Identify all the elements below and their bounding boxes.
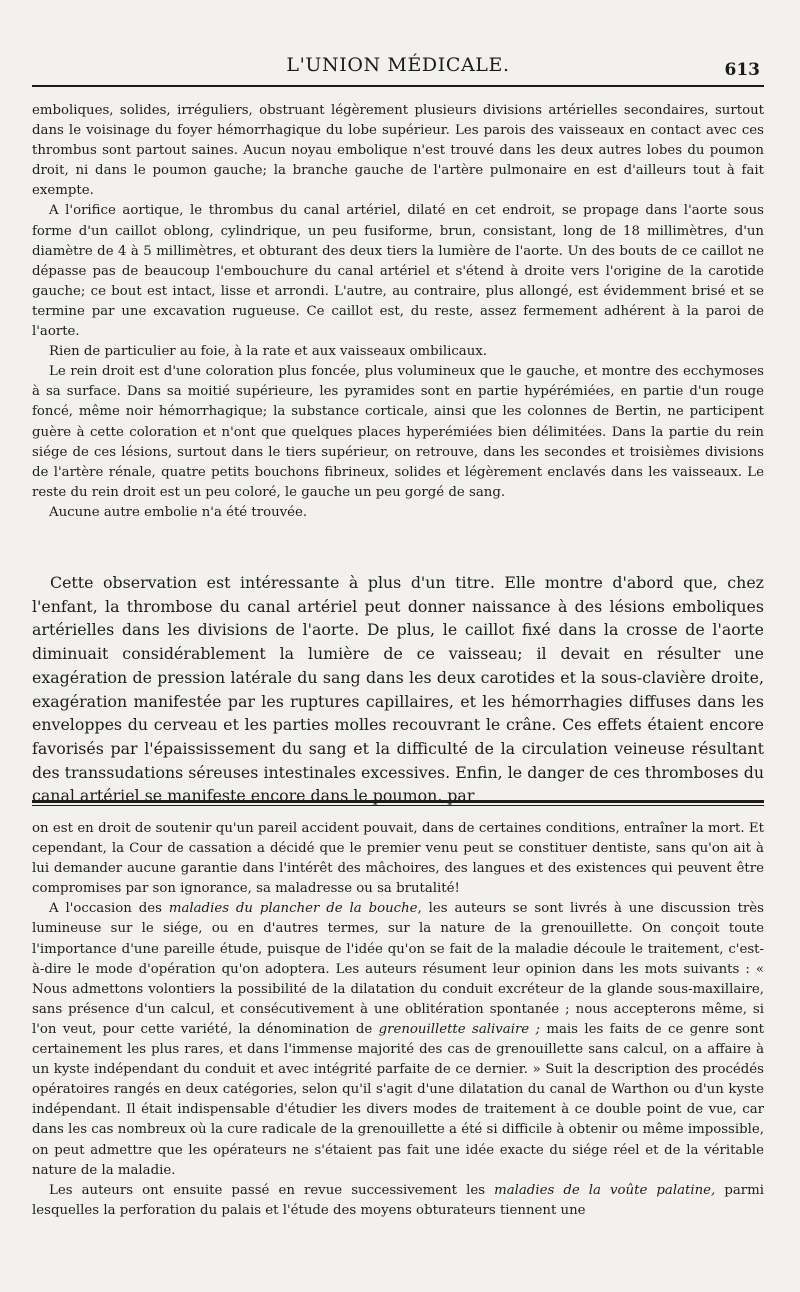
review-section [32,819,764,1221]
header-rule [32,85,764,87]
page-number: 613 [724,60,760,80]
text-run: , les auteurs se sont livrés à une discussion très lumineuse sur le siége, ou en d'autres termes, sur la nature de la grenouillette. On conçoit toute l'importance d'une pareille étude, puisque de l'idée qu'on se fait de la maladie découle le traitement, c'est-à-dire le mode d'opération qu'on adoptera. Les auteurs résument leur opinion dans les mots suivants : « Nous admettons volontiers la possibilité de la dilatation du conduit excréteur de la glande sous-maxillaire, sans présence d'un calcul, et consécutivement à une oblitération spontanée ; nous accepterons même, si l'on veut, pour cette variété, la dénomination de [32,901,764,1037]
italic-title: maladies de la voûte palatine, [494,1182,716,1198]
text-run: A l'occasion des [49,901,169,917]
text-run: mais les faits de ce genre sont certainement les plus rares, et dans l'immense majorité des cas de grenouillette sans calcul, on a affaire à un kyste indépendant du conduit et avec intégrité parfaite de ce dernier. » Suit la description des procédés opératoires rangés en deux catégories, selon qu'il s'agit d'une dilatation du canal de Warthon ou d'un kyste indépendant. Il était indispensable d'étudier les divers modes de traitement à ce double point de vue, car dans les cas nombreux où la cure radicale de la grenouillette a été si difficile à obtenir ou même impossible, on peut admettre que les opérateurs ne s'étaient pas fait une idée exacte du siége réel et de la véritable nature de la maladie. [32,1021,764,1178]
observation-section [32,101,764,523]
paragraph: on est en droit de soutenir qu'un pareil accident pouvait, dans de certaines conditions, entraîner la mort. Et cependant, la Cour de cassation a décidé que le premier venu peut se constituer dentiste, sans qu'on ait à lui demander aucune garantie dans l'intérêt des mâchoires, des langues et des existences qui peuvent être compromises par son ignorance, sa maladresse ou sa brutalité! [32,821,764,897]
italic-title: maladies du plancher de la bouche [168,901,418,917]
paragraph: emboliques, solides, irréguliers, obstruant légèrement plusieurs divisions artérielles secondaires, surtout dans le voisinage du foyer hémorrhagique du lobe supérieur. Les parois des vaisseaux en contact avec ces thrombus sont partout saines. Aucun noyau embolique n'est trouvé dans les deux autres lobes du poumon droit, ni dans le poumon gauche; la branche gauche de l'artère pulmonaire en est d'ailleurs tout à fait exempte. [32,103,764,199]
paragraph [32,1181,764,1221]
paragraph: Le rein droit est d'une coloration plus foncée, plus volumineux que le gauche, et montre des ecchymoses à sa surface. Dans sa moitié supérieure, les pyramides sont en partie hypérémiées, en partie d'un rouge foncé, même noir hémorrhagique; la substance corticale, ainsi que les colonnes de Bertin, ne participent guère à cette coloration et n'ont que quelques places hyperémiées bien délimitées. Dans la partie du rein siége de ces lésions, surtout dans le tiers supérieur, on retrouve, dans les secondes et troisièmes divisions de l'artère rénale, quatre petits bouchons fibrineux, solides et légèrement enclavés dans les vaisseaux. Le reste du rein droit est un peu coloré, le gauche un peu gorgé de sang. [32,364,764,500]
paragraph: Cette observation est intéressante à plus d'un titre. Elle montre d'abord que, chez l'enfant, la thrombose du canal artériel peut donner naissance à des lésions emboliques artérielles dans les divisions de l'aorte. De plus, le caillot fixé dans la crosse de l'aorte diminuait considérablement la lumière de ce vaisseau; il devait en résulter une exagération de pression latérale du sang dans les deux carotides et la sous-clavière droite, exagération manifestée par les ruptures capillaires, et les hémorrhagies diffuses dans les enveloppes du cerveau et les parties molles recouvrant le crâne. Ces effets étaient encore favorisés par l'épaississement du sang et la difficulté de la circulation veineuse résultant des transsudations séreuses intestinales excessives. Enfin, le danger de ces thromboses du canal artériel se manifeste encore dans le poumon, par [32,573,764,806]
italic-term: grenouillette salivaire ; [378,1021,541,1037]
paragraph: A l'orifice aortique, le thrombus du canal artériel, dilaté en cet endroit, se propage dans l'aorte sous forme d'un caillot oblong, cylindrique, un peu fusiforme, brun, consistant, long de 18 millimètres, d'un diamètre de 4 à 5 millimètres, et obturant des deux tiers la lumière de l'aorte. Un des bouts de ce caillot ne dépasse pas de beaucoup l'embouchure du canal artériel et s'étend à droite vers l'origine de la carotide gauche; ce bout est intact, lisse et arrondi. L'autre, au contraire, plus allongé, est évidemment brisé et se termine par une excavation rugueuse. Ce caillot est, du reste, assez fermement adhérent à la paroi de l'aorte. [32,203,764,340]
paragraph: Rien de particulier au foie, à la rate et aux vaisseaux ombilicaux. [49,344,488,360]
running-title: L'UNION MÉDICALE. [286,54,510,76]
text-run: parmi lesquelles la perforation du palais et l'étude des moyens obturateurs tiennent une [32,1182,764,1218]
page-header [32,54,764,88]
paragraph [32,899,764,1180]
section-separator [32,800,764,810]
paragraph: Aucune autre embolie n'a été trouvée. [49,504,308,520]
commentary-section [32,571,764,808]
text-run: Les auteurs ont ensuite passé en revue successivement les [49,1182,495,1198]
